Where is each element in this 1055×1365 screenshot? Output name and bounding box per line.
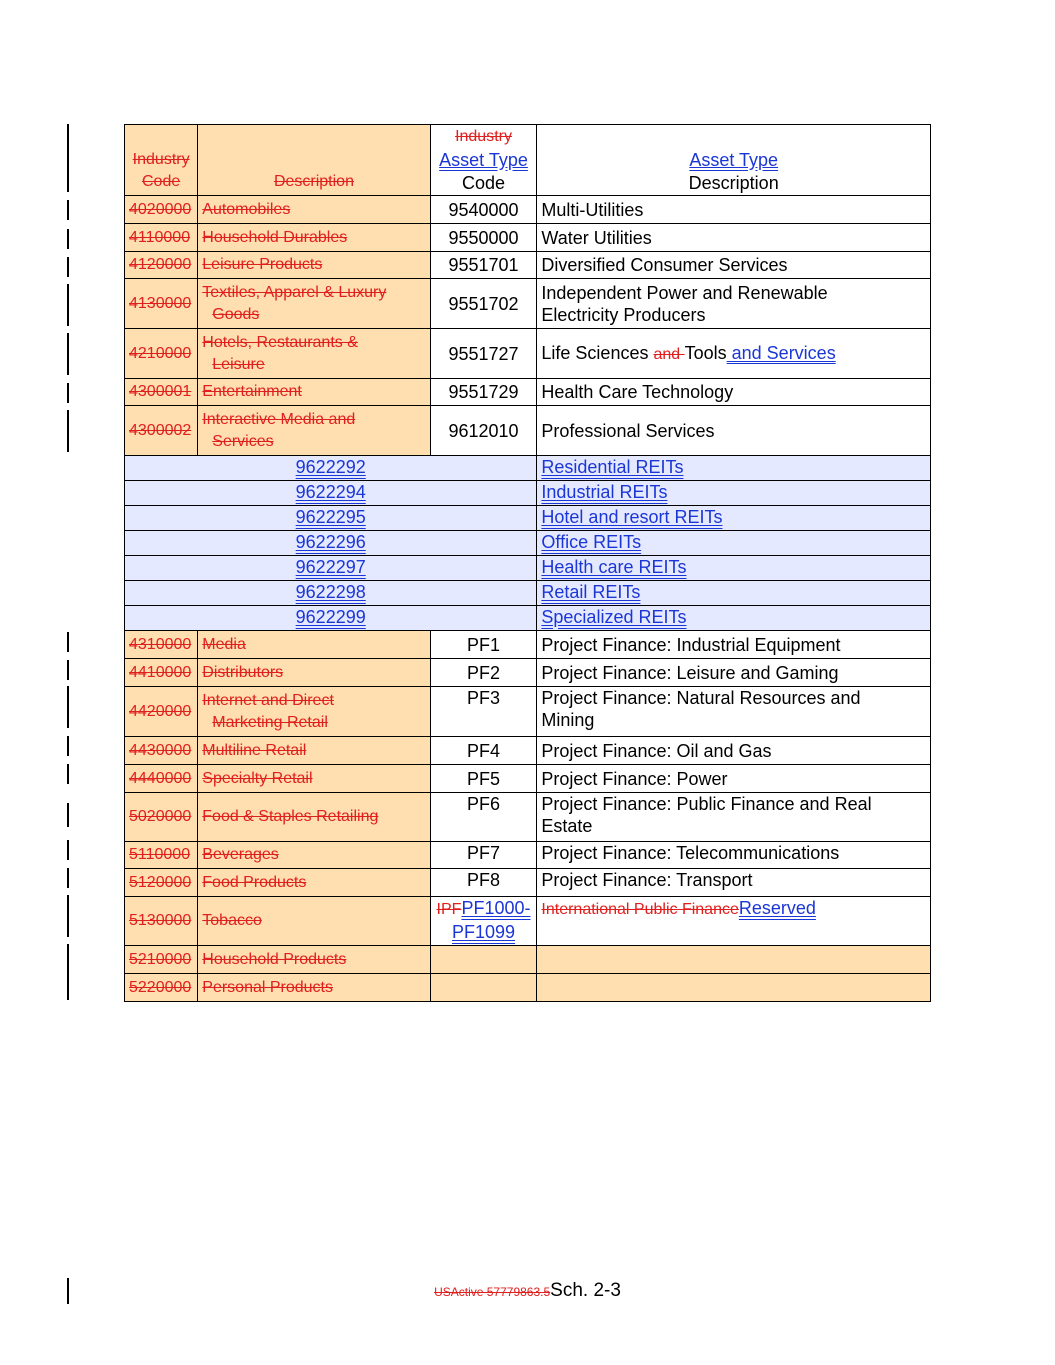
description-cell: Health Care Technology [537, 379, 931, 406]
reit-description-cell: Industrial REITs [537, 481, 931, 506]
change-bar [67, 736, 69, 756]
table-row [125, 252, 931, 279]
table-row [125, 659, 931, 687]
change-bar [67, 257, 69, 277]
table-row [125, 196, 931, 224]
inserted-header-text: Asset Type [689, 150, 779, 170]
deleted-text: International Public Finance [541, 901, 739, 918]
reit-description-cell: Specialized REITs [537, 606, 931, 631]
old-description-cell [198, 279, 430, 329]
table-row [125, 224, 931, 252]
change-bar [67, 632, 69, 652]
description-cell: Diversified Consumer Services [537, 252, 931, 279]
reit-code-cell: 9622294 [125, 481, 537, 506]
old-description-line: Textiles, Apparel & Luxury [202, 283, 387, 301]
change-bar [67, 124, 69, 192]
reit-row [125, 531, 931, 556]
deleted-document-id: USActive 57779863.5 [434, 1285, 551, 1299]
table-row [125, 631, 931, 659]
header-label: Code [462, 173, 506, 193]
change-bar [67, 660, 69, 680]
change-bar [67, 229, 69, 249]
old-code-cell: 4300001 [125, 379, 198, 406]
old-description-cell: Food & Staples Retailing [198, 793, 430, 842]
description-text: Life Sciences [541, 342, 654, 363]
old-code-cell: 4310000 [125, 631, 198, 659]
table-row [125, 765, 931, 793]
reit-row [125, 556, 931, 581]
description-line: Independent Power and Renewable [541, 282, 828, 303]
code-cell [430, 946, 537, 974]
change-bar [67, 803, 69, 827]
table-row [125, 869, 931, 897]
old-description-cell: Multiline Retail [198, 737, 430, 765]
description-cell [537, 974, 931, 1002]
description-line: Mining [541, 710, 595, 730]
table-row [125, 279, 931, 329]
description-cell: Professional Services [537, 406, 931, 456]
description-cell [537, 897, 931, 946]
deleted-header-text: Industry [455, 128, 512, 145]
old-description-line: Services [212, 432, 274, 450]
reit-description-cell: Hotel and resort REITs [537, 506, 931, 531]
change-bar [67, 764, 69, 784]
description-cell: Project Finance: Oil and Gas [537, 737, 931, 765]
description-cell: Project Finance: Transport [537, 869, 931, 897]
description-cell: Project Finance: Industrial Equipment [537, 631, 931, 659]
table-row [125, 737, 931, 765]
old-code-cell: 4420000 [125, 687, 198, 737]
old-description-cell: Media [198, 631, 430, 659]
inserted-header-text: Asset Type [439, 150, 528, 170]
reit-description-cell: Residential REITs [537, 456, 931, 481]
old-code-cell: 5130000 [125, 897, 198, 946]
old-description-cell: Automobiles [198, 196, 430, 224]
code-cell: PF1 [430, 631, 537, 659]
asset-type-code-header [430, 125, 537, 196]
reit-code-cell: 9622298 [125, 581, 537, 606]
old-code-cell: 4120000 [125, 252, 198, 279]
old-code-cell: 4110000 [125, 224, 198, 252]
description-line: Estate [541, 816, 593, 836]
old-description-line: Leisure [212, 355, 265, 373]
old-description-line: Internet and Direct [202, 691, 334, 709]
description-cell [537, 279, 931, 329]
code-cell: 9551702 [430, 279, 537, 329]
code-cell: 9550000 [430, 224, 537, 252]
reit-code-cell: 9622296 [125, 531, 537, 556]
old-description-cell: Food Products [198, 869, 430, 897]
inserted-text: PF1000- [461, 898, 531, 918]
code-cell: PF5 [430, 765, 537, 793]
old-code-cell: 4130000 [125, 279, 198, 329]
change-bar [67, 895, 69, 937]
old-description-cell: Beverages [198, 842, 430, 869]
change-bar [67, 686, 69, 728]
old-code-cell: 4020000 [125, 196, 198, 224]
description-cell [537, 687, 931, 737]
old-description-cell: Household Durables [198, 224, 430, 252]
old-description-cell: Household Products [198, 946, 430, 974]
description-cell [537, 793, 931, 842]
description-text: Tools [684, 342, 727, 363]
old-description-cell: Entertainment [198, 379, 430, 406]
asset-type-schedule-table [124, 124, 931, 1002]
reit-description-cell: Health care REITs [537, 556, 931, 581]
old-code-cell: 4430000 [125, 737, 198, 765]
reit-code-cell: 9622299 [125, 606, 537, 631]
old-description-cell [198, 687, 430, 737]
old-code-cell: 4410000 [125, 659, 198, 687]
inserted-text: PF1099 [452, 922, 516, 942]
description-line: Project Finance: Public Finance and Real [541, 794, 872, 814]
code-cell: 9551727 [430, 329, 537, 379]
change-bar [67, 333, 69, 375]
reit-row [125, 506, 931, 531]
inserted-text: Reserved [738, 898, 816, 918]
asset-type-description-header [537, 125, 931, 196]
old-description-cell: Tobacco [198, 897, 430, 946]
change-bar [67, 383, 69, 403]
change-bar [67, 410, 69, 452]
deleted-text: IPF [436, 901, 462, 918]
old-code-cell: 5110000 [125, 842, 198, 869]
table-row [125, 842, 931, 869]
old-description-cell [198, 406, 430, 456]
old-description-cell: Leisure Products [198, 252, 430, 279]
old-industry-code-header: Industry Code [125, 125, 198, 196]
old-code-cell: 5020000 [125, 793, 198, 842]
description-line: Electricity Producers [541, 304, 706, 325]
description-cell: Project Finance: Telecommunications [537, 842, 931, 869]
old-description-line: Goods [212, 305, 260, 323]
code-cell [430, 974, 537, 1002]
old-code-cell: 4210000 [125, 329, 198, 379]
deleted-text: and [653, 345, 685, 363]
reit-code-cell: 9622295 [125, 506, 537, 531]
reit-row [125, 581, 931, 606]
inserted-text: and Services [726, 342, 836, 363]
reit-code-cell: 9622292 [125, 456, 537, 481]
old-description-cell: Distributors [198, 659, 430, 687]
code-cell [430, 897, 537, 946]
code-cell: 9551701 [430, 252, 537, 279]
description-cell [537, 329, 931, 379]
reit-row [125, 606, 931, 631]
change-bar [67, 200, 69, 220]
old-description-line: Interactive Media and [202, 410, 356, 428]
table-row [125, 379, 931, 406]
table-header-row [125, 125, 931, 196]
description-line: Project Finance: Natural Resources and [541, 688, 861, 708]
old-code-cell: 4300002 [125, 406, 198, 456]
change-bar [67, 944, 69, 1000]
code-cell: PF3 [430, 687, 537, 737]
change-bar [67, 284, 69, 326]
code-cell: PF4 [430, 737, 537, 765]
code-cell: 9612010 [430, 406, 537, 456]
code-cell: PF6 [430, 793, 537, 842]
code-cell: PF7 [430, 842, 537, 869]
reit-description-cell: Office REITs [537, 531, 931, 556]
old-description-cell: Specialty Retail [198, 765, 430, 793]
table-row [125, 946, 931, 974]
table-row [125, 897, 931, 946]
description-cell: Water Utilities [537, 224, 931, 252]
reit-code-cell: 9622297 [125, 556, 537, 581]
description-cell: Project Finance: Leisure and Gaming [537, 659, 931, 687]
header-label: Description [688, 173, 779, 193]
old-description-cell: Personal Products [198, 974, 430, 1002]
code-cell: 9551729 [430, 379, 537, 406]
code-cell: PF2 [430, 659, 537, 687]
code-cell: PF8 [430, 869, 537, 897]
table-row [125, 974, 931, 1002]
old-description-line: Marketing Retail [212, 713, 328, 731]
old-description-line: Hotels, Restaurants & [202, 333, 358, 351]
description-cell: Multi-Utilities [537, 196, 931, 224]
change-bar [67, 868, 69, 888]
table-row [125, 406, 931, 456]
change-bar [67, 840, 69, 860]
old-code-cell: 5220000 [125, 974, 198, 1002]
table-row [125, 687, 931, 737]
description-cell [537, 946, 931, 974]
page-number: Sch. 2-3 [550, 1280, 621, 1301]
code-cell: 9540000 [430, 196, 537, 224]
reit-row [125, 456, 931, 481]
old-description-cell [198, 329, 430, 379]
description-cell: Project Finance: Power [537, 765, 931, 793]
old-code-cell: 5120000 [125, 869, 198, 897]
reit-row [125, 481, 931, 506]
table-row [125, 329, 931, 379]
table-row [125, 793, 931, 842]
old-code-cell: 5210000 [125, 946, 198, 974]
page-footer [0, 1280, 1055, 1302]
reit-description-cell: Retail REITs [537, 581, 931, 606]
old-description-header: Description [198, 125, 430, 196]
old-code-cell: 4440000 [125, 765, 198, 793]
